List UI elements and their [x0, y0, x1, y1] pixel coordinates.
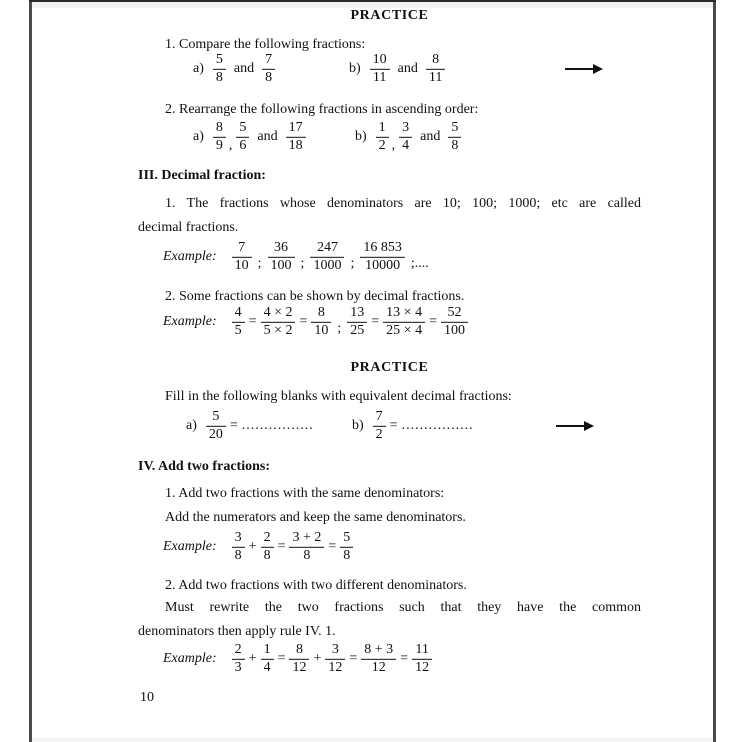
fraction-denominator: 25 — [347, 322, 367, 339]
fraction — [376, 121, 389, 153]
fraction — [370, 53, 390, 85]
add-rule2-title: 2. Add two fractions with two different denominators. — [165, 578, 467, 593]
ascending-item-a — [193, 121, 309, 153]
fraction-denominator: 11 — [426, 69, 445, 86]
fraction-denominator: 8 — [289, 547, 324, 564]
fraction — [261, 531, 274, 563]
fraction-numerator: 3 + 2 — [292, 529, 322, 545]
fraction-numerator: 5 — [212, 408, 220, 424]
fraction-numerator: 8 + 3 — [364, 641, 394, 657]
math-token-op: = — [349, 651, 358, 666]
page-right-border — [713, 0, 716, 742]
fraction — [268, 241, 295, 273]
fraction — [289, 531, 324, 563]
fraction-numerator: 1 — [263, 641, 271, 657]
page-left-border — [29, 0, 32, 742]
example-label: Example: — [163, 651, 217, 667]
fraction-denominator: 8 — [340, 547, 353, 564]
fraction-denominator: 100 — [268, 257, 295, 274]
fraction — [213, 53, 226, 85]
practice-heading-2: PRACTICE — [350, 360, 429, 375]
add-section-heading: IV. Add two fractions: — [138, 459, 270, 474]
decimal-section-heading: III. Decimal fraction: — [138, 168, 266, 183]
item-label: a) — [193, 129, 204, 145]
fraction — [441, 306, 468, 338]
math-token-op: + — [313, 651, 322, 666]
math-expression — [210, 119, 309, 153]
fraction-numerator: 36 — [274, 239, 289, 255]
fraction-numerator: 11 — [415, 641, 429, 657]
fraction-numerator: 17 — [288, 119, 303, 135]
fraction-denominator: 11 — [370, 69, 390, 86]
add-rule1-title: 1. Add two fractions with the same denominators: — [165, 486, 445, 501]
fraction-denominator: 12 — [289, 659, 309, 676]
decimal-example2-row — [138, 303, 641, 341]
fraction-numerator: 2 — [234, 641, 242, 657]
math-token-semi: ; — [257, 256, 262, 271]
fraction — [261, 643, 274, 675]
fraction — [289, 643, 309, 675]
fraction-denominator: 12 — [325, 659, 345, 676]
decimal-paragraph2: 2. Some fractions can be shown by decimal fractions. — [165, 289, 465, 304]
math-token-comma: , — [391, 138, 396, 153]
fraction-denominator: 1000 — [310, 257, 344, 274]
fraction — [206, 410, 226, 442]
fraction-numerator: 10 — [372, 51, 387, 67]
fraction-denominator: 12 — [412, 659, 432, 676]
ascending-row — [138, 118, 641, 156]
fraction-denominator: 8 — [213, 69, 226, 86]
add-rule1-text: Add the numerators and keep the same denominators. — [165, 510, 466, 525]
math-expression — [229, 239, 432, 273]
fraction-numerator: 5 — [239, 119, 247, 135]
math-token-dots: ................ — [401, 418, 474, 433]
math-expression — [373, 119, 465, 153]
fraction — [361, 643, 396, 675]
fraction-numerator: 13 × 4 — [386, 304, 423, 320]
blank-item-a — [186, 410, 314, 442]
blank-item-b — [352, 410, 474, 442]
fraction — [347, 306, 367, 338]
decimal-example1 — [163, 241, 432, 273]
fraction-denominator: 2 — [373, 426, 386, 443]
math-token-semi: ; — [337, 321, 342, 336]
math-token-semi: ; — [350, 256, 355, 271]
compare-item-a — [193, 53, 278, 85]
add-rule2-line1: Must rewrite the two fractions such that they have the common — [165, 600, 641, 615]
fraction-denominator: 4 — [399, 137, 412, 154]
decimal-example1-row — [138, 238, 641, 276]
decimal-paragraph-line1: 1. The fractions whose denominators are 10; 100; 1000; etc are called — [165, 196, 641, 211]
fraction-denominator: 8 — [262, 69, 275, 86]
fill-blanks-title: Fill in the following blanks with equivalent decimal fractions: — [165, 389, 512, 404]
fraction — [213, 121, 226, 153]
fraction — [399, 121, 412, 153]
fraction-denominator: 10 — [311, 322, 331, 339]
fraction — [232, 643, 245, 675]
fraction — [340, 531, 353, 563]
math-expression — [370, 408, 474, 442]
right-arrow-icon — [556, 425, 586, 427]
fraction-numerator: 8 — [317, 304, 325, 320]
fraction-denominator: 25 × 4 — [383, 322, 425, 339]
fraction-denominator: 4 — [261, 659, 274, 676]
fraction-denominator: 10 — [232, 257, 252, 274]
math-token-op: = — [371, 314, 380, 329]
math-expression — [367, 51, 449, 85]
math-token-word: and — [257, 129, 278, 144]
math-token-semi: ;.... — [410, 256, 429, 271]
add-example2 — [163, 643, 435, 675]
math-token-op: = — [389, 418, 398, 433]
item-label: b) — [349, 61, 361, 77]
fraction-denominator: 18 — [286, 137, 306, 154]
math-token-op: = — [400, 651, 409, 666]
math-token-word: and — [420, 129, 441, 144]
ascending-title: 2. Rearrange the following fractions in ascending order: — [165, 102, 479, 117]
fraction-denominator: 6 — [236, 137, 249, 154]
fraction-numerator: 5 — [215, 51, 223, 67]
fraction-denominator: 12 — [361, 659, 396, 676]
math-token-comma: , — [228, 138, 233, 153]
decimal-paragraph-line2: decimal fractions. — [138, 220, 239, 235]
right-arrow-icon — [565, 68, 595, 70]
math-expression — [203, 408, 314, 442]
fraction — [360, 241, 405, 273]
fraction-numerator: 5 — [451, 119, 459, 135]
fraction-denominator: 10000 — [360, 257, 405, 274]
fraction-numerator: 3 — [331, 641, 339, 657]
fraction — [412, 643, 432, 675]
fraction — [232, 531, 245, 563]
math-token-op: = — [277, 539, 286, 554]
math-token-op: + — [248, 539, 257, 554]
fraction-denominator: 5 — [232, 322, 245, 339]
fraction-numerator: 7 — [265, 51, 273, 67]
fraction — [426, 53, 445, 85]
item-label: a) — [193, 61, 204, 77]
math-expression — [229, 641, 435, 675]
fraction-denominator: 2 — [376, 137, 389, 154]
blanks-row — [138, 407, 641, 445]
add-example2-row — [138, 640, 641, 678]
fraction-denominator: 8 — [232, 547, 245, 564]
fraction — [310, 241, 344, 273]
math-token-word: and — [233, 61, 255, 76]
fraction-denominator: 5 × 2 — [261, 322, 296, 339]
fraction-numerator: 8 — [215, 119, 223, 135]
example-label: Example: — [163, 314, 217, 330]
math-token-dots: ................ — [241, 418, 314, 433]
example-label: Example: — [163, 249, 217, 265]
fraction-numerator: 8 — [295, 641, 303, 657]
compare-item-b — [349, 53, 448, 85]
decimal-example2 — [163, 306, 471, 338]
fraction-denominator: 100 — [441, 322, 468, 339]
fraction — [236, 121, 249, 153]
item-label: a) — [186, 418, 197, 434]
fraction-numerator: 2 — [263, 529, 271, 545]
fraction — [383, 306, 425, 338]
fraction-numerator: 247 — [316, 239, 338, 255]
math-token-op: + — [248, 651, 257, 666]
math-token-op: = — [328, 539, 337, 554]
fraction-denominator: 8 — [261, 547, 274, 564]
math-token-op: = — [229, 418, 238, 433]
fraction — [232, 241, 252, 273]
fraction-denominator: 8 — [448, 137, 461, 154]
item-label: b) — [352, 418, 364, 434]
math-token-semi: ; — [300, 256, 305, 271]
fraction-numerator: 7 — [238, 239, 246, 255]
item-label: b) — [355, 129, 367, 145]
math-token-op: = — [248, 314, 257, 329]
add-example1-row — [138, 528, 641, 566]
page-number: 10 — [140, 690, 154, 705]
add-rule2-line2: denominators then apply rule IV. 1. — [138, 624, 336, 639]
fraction-numerator: 16 853 — [363, 239, 402, 255]
fraction-numerator: 4 × 2 — [263, 304, 293, 320]
math-token-op: = — [299, 314, 308, 329]
compare-title: 1. Compare the following fractions: — [165, 37, 366, 52]
math-token-op: = — [429, 314, 437, 329]
fraction — [261, 306, 296, 338]
fraction-numerator: 5 — [343, 529, 351, 545]
fraction-numerator: 8 — [432, 51, 440, 67]
fraction-numerator: 3 — [234, 529, 242, 545]
fraction — [448, 121, 461, 153]
fraction-numerator: 7 — [375, 408, 383, 424]
fraction — [232, 306, 245, 338]
math-expression — [210, 51, 278, 85]
fraction-denominator: 9 — [213, 137, 226, 154]
fraction — [373, 410, 386, 442]
ascending-item-b — [355, 121, 464, 153]
math-token-op: = — [277, 651, 286, 666]
fraction-numerator: 1 — [378, 119, 386, 135]
fraction-denominator: 20 — [206, 426, 226, 443]
practice-heading-1: PRACTICE — [350, 8, 429, 23]
fraction-numerator: 13 — [350, 304, 365, 320]
example-label: Example: — [163, 539, 217, 555]
fraction-numerator: 3 — [402, 119, 410, 135]
math-token-word: and — [397, 61, 418, 76]
fraction — [311, 306, 331, 338]
fraction — [286, 121, 306, 153]
fraction — [262, 53, 275, 85]
fraction-numerator: 52 — [447, 304, 462, 320]
page-content — [138, 0, 641, 742]
fraction — [325, 643, 345, 675]
add-example1 — [163, 531, 356, 563]
math-expression — [229, 529, 357, 563]
fraction-denominator: 3 — [232, 659, 245, 676]
fraction-numerator: 4 — [234, 304, 242, 320]
compare-row — [138, 50, 641, 88]
